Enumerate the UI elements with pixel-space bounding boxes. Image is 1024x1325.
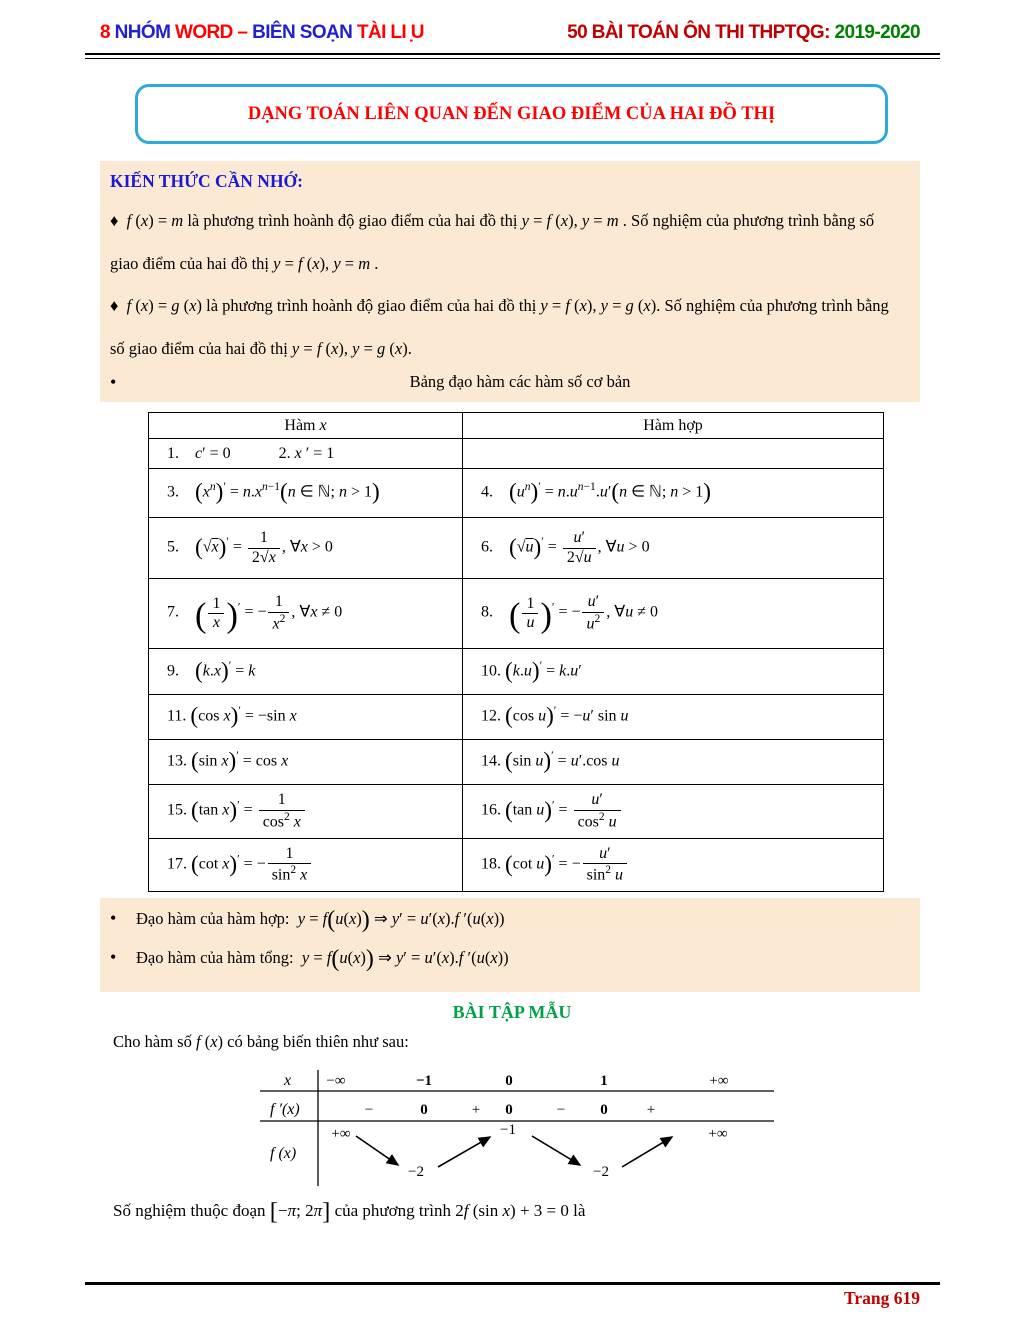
formula-cell: 7. ( $\frac{1}{x}$ )′ = − $\frac{1}{x^2}$ , ∀x ≠ 0 <box>149 579 463 649</box>
bbt-sign: + <box>646 1102 656 1118</box>
page-number: Trang 619 <box>844 1288 920 1308</box>
note-sum-rule <box>110 947 906 972</box>
table-row <box>149 439 884 469</box>
bbt-f-value: +∞ <box>331 1126 351 1142</box>
formula-cell: 9. (k.x)′ = k <box>149 649 463 695</box>
formula-cell: 8. ( $\frac{1}{u}$ )′ = − $\frac{u'}{u^2}$ , ∀u ≠ 0 <box>463 579 884 649</box>
bbt-arrow-up <box>622 1137 672 1167</box>
column-header-ham-x: Hàm x <box>149 413 463 439</box>
bbt-x-tick: +∞ <box>709 1073 729 1089</box>
formula-cell: 4. $(u^n)' = n.u^{n-1}.u'(n$ ∈ ℕ; n > 1) <box>463 469 884 518</box>
knowledge-section <box>100 161 920 402</box>
table-row <box>149 649 884 695</box>
bbt-x-tick: 1 <box>600 1073 608 1089</box>
table-header-row <box>149 413 884 439</box>
bbt-arrow-up <box>438 1137 490 1167</box>
formula-cell: 1. c′ = 0 2. x ′ = 1 <box>149 439 463 469</box>
table-row <box>149 839 884 892</box>
bbt-f-value: −1 <box>500 1122 516 1138</box>
bbt-sign: 0 <box>505 1102 513 1118</box>
header-divider <box>85 53 940 59</box>
knowledge-bullet-3 <box>110 372 906 393</box>
bbt-sign: 0 <box>600 1102 608 1118</box>
header-left-part: WORD <box>174 22 238 43</box>
variation-table-diagram <box>256 1066 778 1190</box>
formula-cell: 17. (cot x)′ = − $\frac{1}{\sin^2 x}$ <box>149 839 463 892</box>
header-left-part: NHÓM <box>114 22 175 43</box>
header-left <box>100 22 424 44</box>
note-chain-rule <box>110 908 906 933</box>
bullet-icon: • <box>110 946 117 967</box>
bullet-icon: • <box>110 372 117 393</box>
header-left-part: 8 <box>100 22 115 43</box>
header-left-part: TÀI LI ̣U <box>356 22 424 43</box>
bbt-sign: 0 <box>420 1102 428 1118</box>
page-title: DẠNG TOÁN LIÊN QUAN ĐẾN GIAO ĐIỂM CỦA HAI ĐỒ THỊ <box>247 103 776 124</box>
bbt-sign: − <box>556 1102 566 1118</box>
formula-cell: 18. (cot u)′ = − $\frac{u'}{\sin^2 u}$ <box>463 839 884 892</box>
formula-cell: 15. (tan x)′ = $\frac{1}{\cos^2 x}$ <box>149 785 463 839</box>
formula-cell: 11. (cos x)′ = −sin x <box>149 695 463 740</box>
knowledge-heading: KIẾN THỨC CẦN NHỚ: <box>110 171 303 191</box>
formula-cell: 13. (sin x)′ = cos x <box>149 740 463 785</box>
table-row <box>149 740 884 785</box>
bbt-f-value: −2 <box>593 1164 609 1180</box>
formula-cell: 6. (√u)′ = $\frac{u'}{2√u}$ , ∀u > 0 <box>463 518 884 579</box>
title-box <box>135 84 888 144</box>
formula-cell: 14. (sin u)′ = u′.cos u <box>463 740 884 785</box>
formula-cell: 16. (tan u)′ = $\frac{u'}{\cos^2 u}$ <box>463 785 884 839</box>
sample-intro: Cho hàm số f (x) có bảng biến thiên như sau: <box>113 1032 409 1051</box>
note-text: Đạo hàm của hàm hợp: y = f(u(x)) ⇒ y′ = u′(x).f ′(u(x)) <box>136 906 505 933</box>
table-row <box>149 469 884 518</box>
header-left-part: BIÊN SOẠN <box>252 22 357 43</box>
table-row <box>149 785 884 839</box>
note-text: Đạo hàm của hàm tổng: y = f(u(x)) ⇒ y′ = u′(x).f ′(u(x)) <box>136 945 509 972</box>
table-row <box>149 579 884 649</box>
formula-cell: 3. $(x^n)' = n.x^{n-1}(n$ ∈ ℕ; n > 1) <box>149 469 463 518</box>
bullet-icon: • <box>110 908 117 928</box>
bbt-x-tick: 0 <box>505 1073 513 1089</box>
table-caption: Bảng đạo hàm các hàm số cơ bản <box>409 372 631 392</box>
bbt-f-value: +∞ <box>708 1126 728 1142</box>
bbt-arrow-down <box>356 1136 398 1165</box>
bbt-arrow-down <box>532 1136 580 1165</box>
derivative-table <box>148 412 884 892</box>
column-header-ham-hop: Hàm hợp <box>463 413 884 439</box>
notes-section <box>100 898 920 992</box>
question-text: Số nghiệm thuộc đoạn [−π; 2π] của phương trình 2f (sin x) + 3 = 0 là <box>113 1198 586 1225</box>
formula-cell: 5. (√x)′ = $\frac{1}{2√x}$ , ∀x > 0 <box>149 518 463 579</box>
header-right <box>567 22 920 44</box>
footer-divider <box>85 1282 940 1285</box>
bbt-fprime-label: f ′(x) <box>270 1101 300 1118</box>
bbt-sign: + <box>471 1102 481 1118</box>
header-left-part: – <box>237 22 253 43</box>
header-right-part: 2019-2020 <box>834 22 920 43</box>
table-row <box>149 695 884 740</box>
bbt-f-label: f (x) <box>270 1145 297 1162</box>
formula-cell: 10. (k.u)′ = k.u′ <box>463 649 884 695</box>
bbt-f-value: −2 <box>408 1164 424 1180</box>
header-right-part: 50 BÀI TOÁN ÔN THI THPTQG: <box>567 22 835 43</box>
formula-cell <box>463 439 884 469</box>
knowledge-bullet-1: ♦ f (x) = m là phương trình hoành độ giao điểm của hai đồ thị y = f (x), y = m . Số nghiệm của phương trình bằng số giao điểm của hai đồ thị y = f (x), y = m . <box>110 211 875 273</box>
bbt-x-tick: −∞ <box>326 1073 346 1089</box>
formula-cell: 12. (cos u)′ = −u′ sin u <box>463 695 884 740</box>
table-row <box>149 518 884 579</box>
bbt-sign: − <box>364 1102 374 1118</box>
sample-heading: BÀI TẬP MẪU <box>452 1002 572 1022</box>
bbt-x-label: x <box>284 1072 292 1089</box>
knowledge-bullet-2: ♦ f (x) = g (x) là phương trình hoành độ giao điểm của hai đồ thị y = f (x), y = g (x). Số nghiệm của phương trình bằng số giao điểm của hai đồ thị y = f (x), y = g (x). <box>110 296 889 358</box>
bbt-x-tick: −1 <box>415 1073 433 1089</box>
